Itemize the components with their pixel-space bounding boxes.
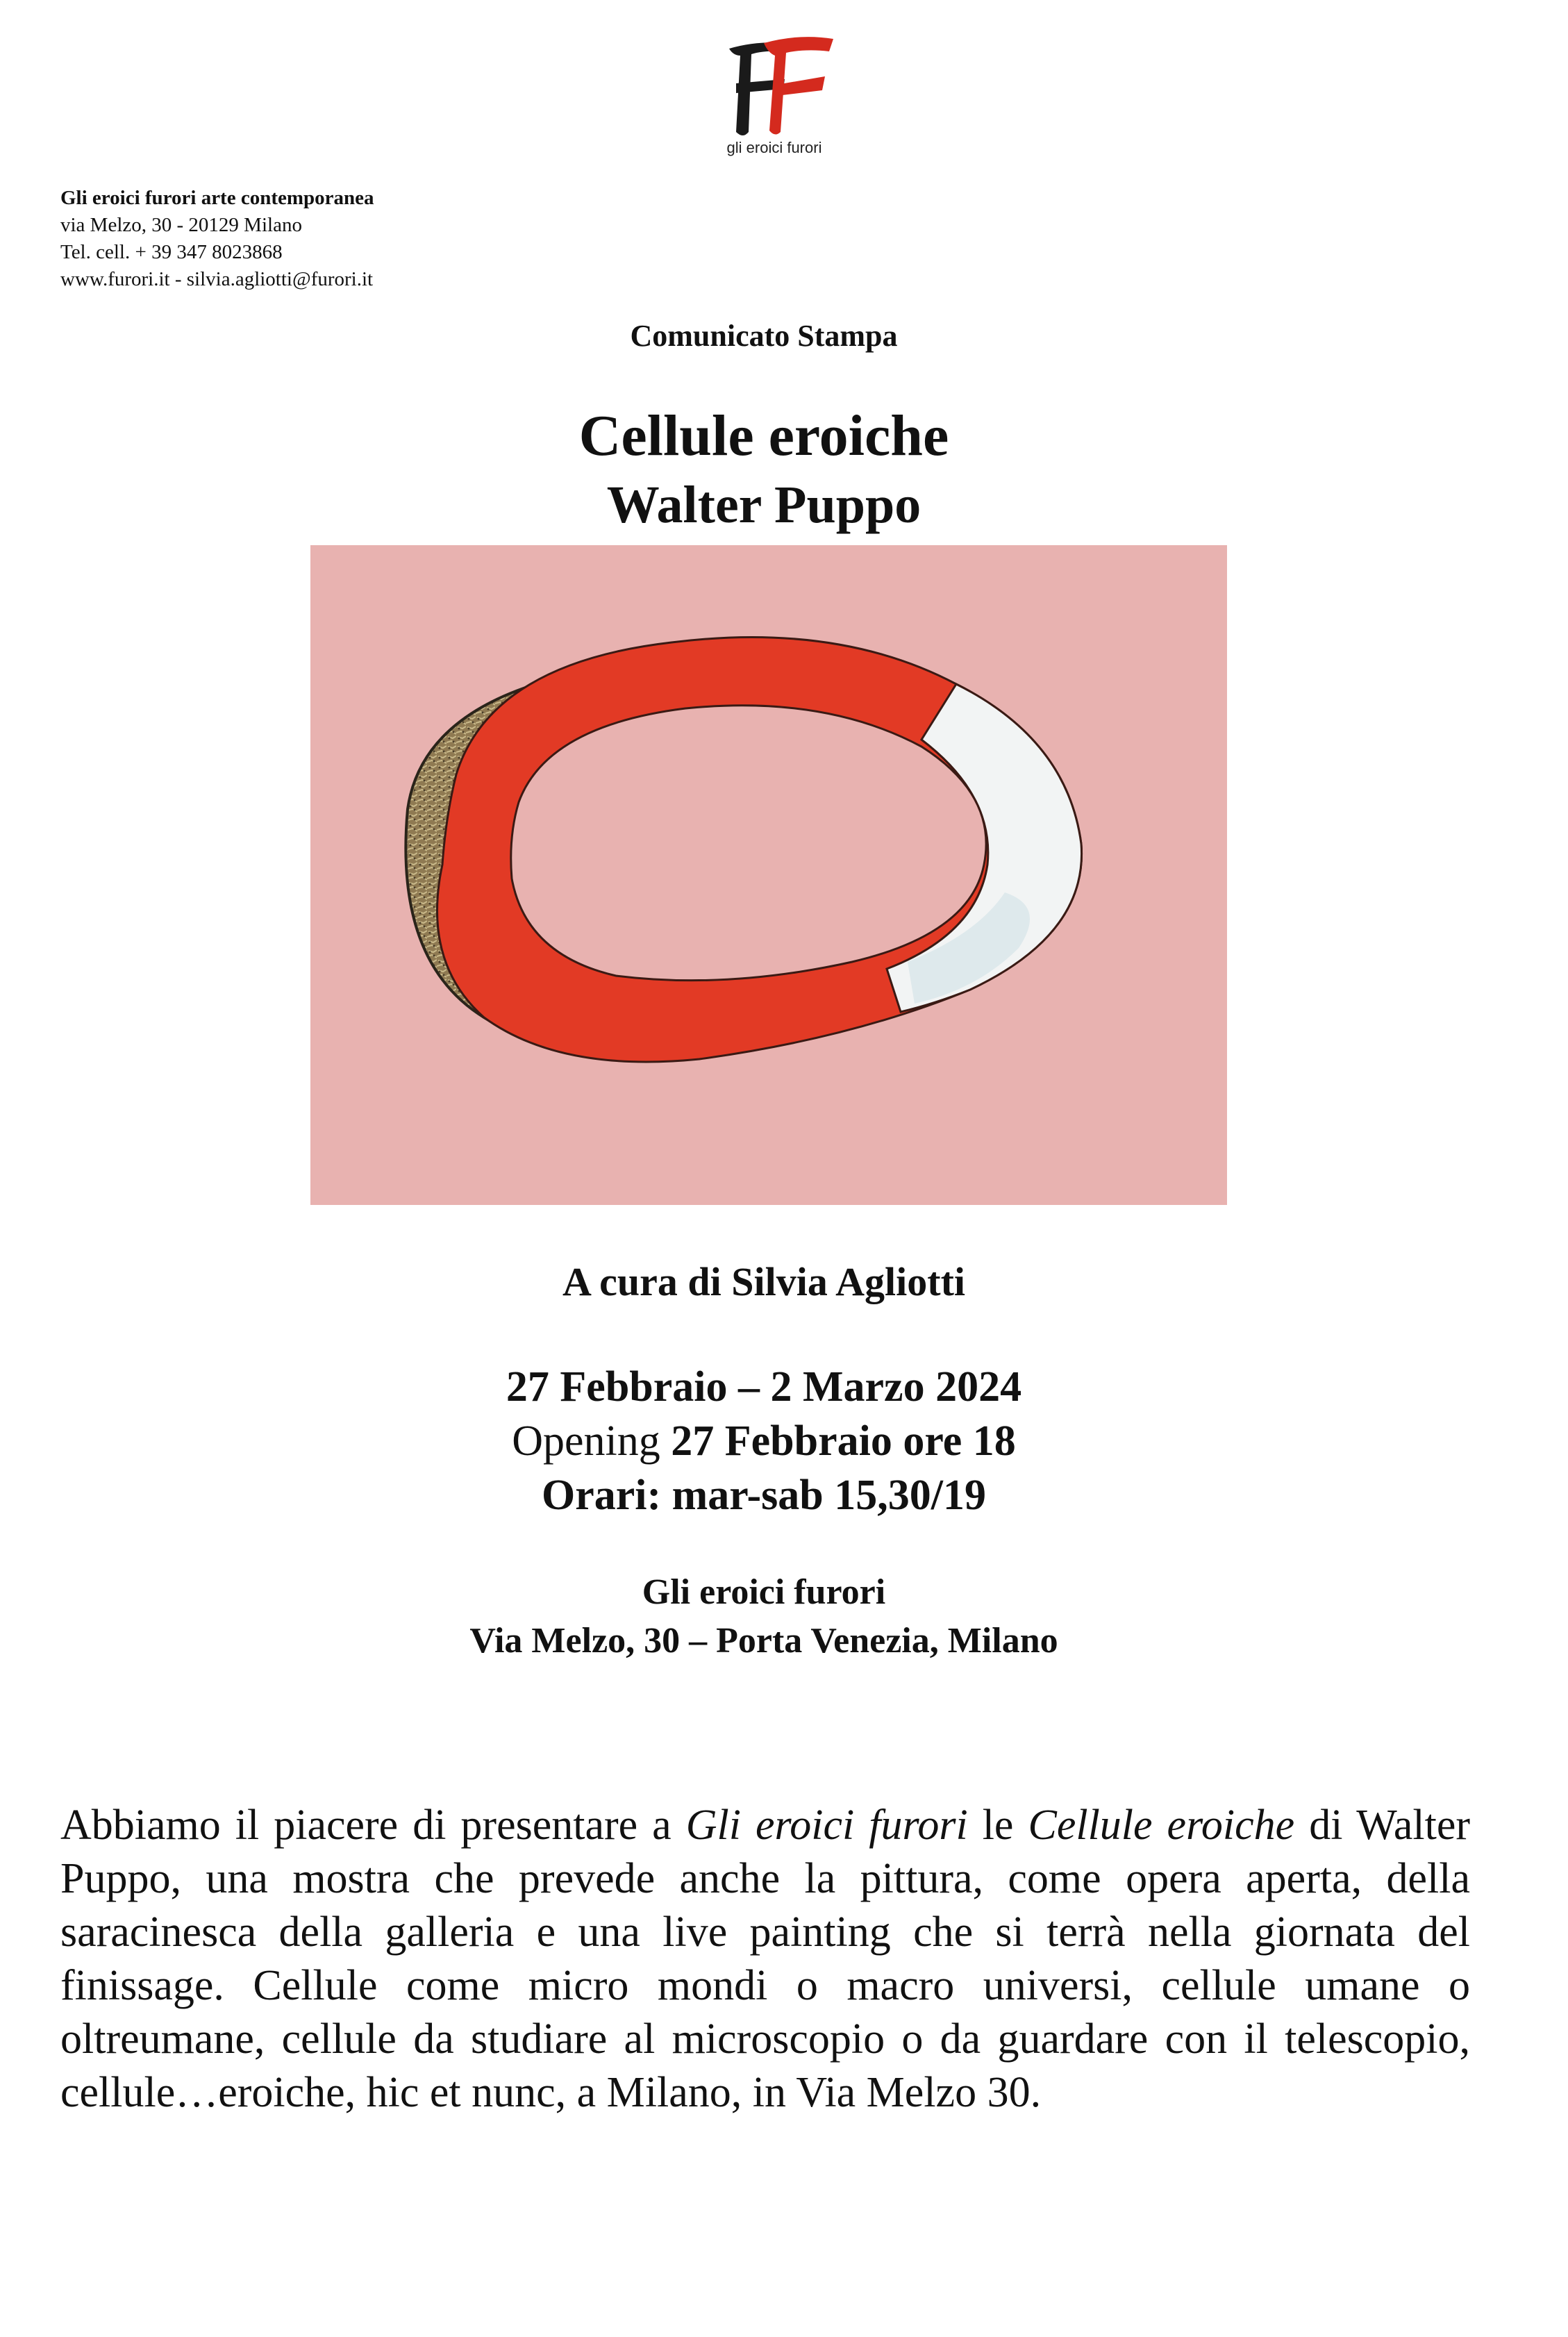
body-text-1: Abbiamo il piacere di presentare a	[60, 1802, 686, 1849]
exhibition-dates	[0, 1360, 1528, 1522]
body-text-2: le	[967, 1802, 1028, 1849]
body-text-3: di Walter Puppo, una mostra che prevede anche la pittura, come opera aperta, della saracinesca della galleria e una live painting che si terrà nella giornata del finissage. Cellule come micro mondi o macro universi, cellule umane o oltreumane, cellule da studiare al microscopio o da guardare con il telescopio, cellule…eroiche, hic et nunc, a Milano, in Via Melzo 30.	[60, 1802, 1470, 2116]
org-address: via Melzo, 30 - 20129 Milano	[60, 214, 302, 236]
opening-label: Opening	[512, 1417, 660, 1465]
body-italic-title: Cellule eroiche	[1028, 1802, 1295, 1849]
venue-name: Gli eroici furori	[642, 1572, 886, 1612]
org-name: Gli eroici furori arte contemporanea	[60, 187, 374, 209]
exhibition-title: Cellule eroiche	[578, 404, 949, 468]
body-paragraph	[60, 1799, 1470, 2120]
artwork-image	[310, 545, 1227, 1205]
org-phone: Tel. cell. + 39 347 8023868	[60, 241, 283, 263]
opening-hours: Orari: mar-sab 15,30/19	[542, 1472, 986, 1519]
venue-block	[0, 1568, 1528, 1665]
artist-name: Walter Puppo	[606, 476, 921, 534]
org-contact-block	[60, 185, 374, 293]
org-web[interactable]: www.furori.it - silvia.agliotti@furori.it	[60, 268, 374, 290]
body-italic-gallery: Gli eroici furori	[685, 1802, 968, 1849]
opening-line	[0, 1414, 1528, 1468]
logo-caption: gli eroici furori	[726, 139, 822, 156]
venue-address: Via Melzo, 30 – Porta Venezia, Milano	[469, 1621, 1058, 1661]
curator-line: A cura di Silvia Agliotti	[562, 1259, 966, 1304]
opening-date: 27 Febbraio ore 18	[671, 1417, 1016, 1465]
date-range: 27 Febbraio – 2 Marzo 2024	[506, 1363, 1022, 1411]
press-release-label: Comunicato Stampa	[630, 319, 898, 353]
